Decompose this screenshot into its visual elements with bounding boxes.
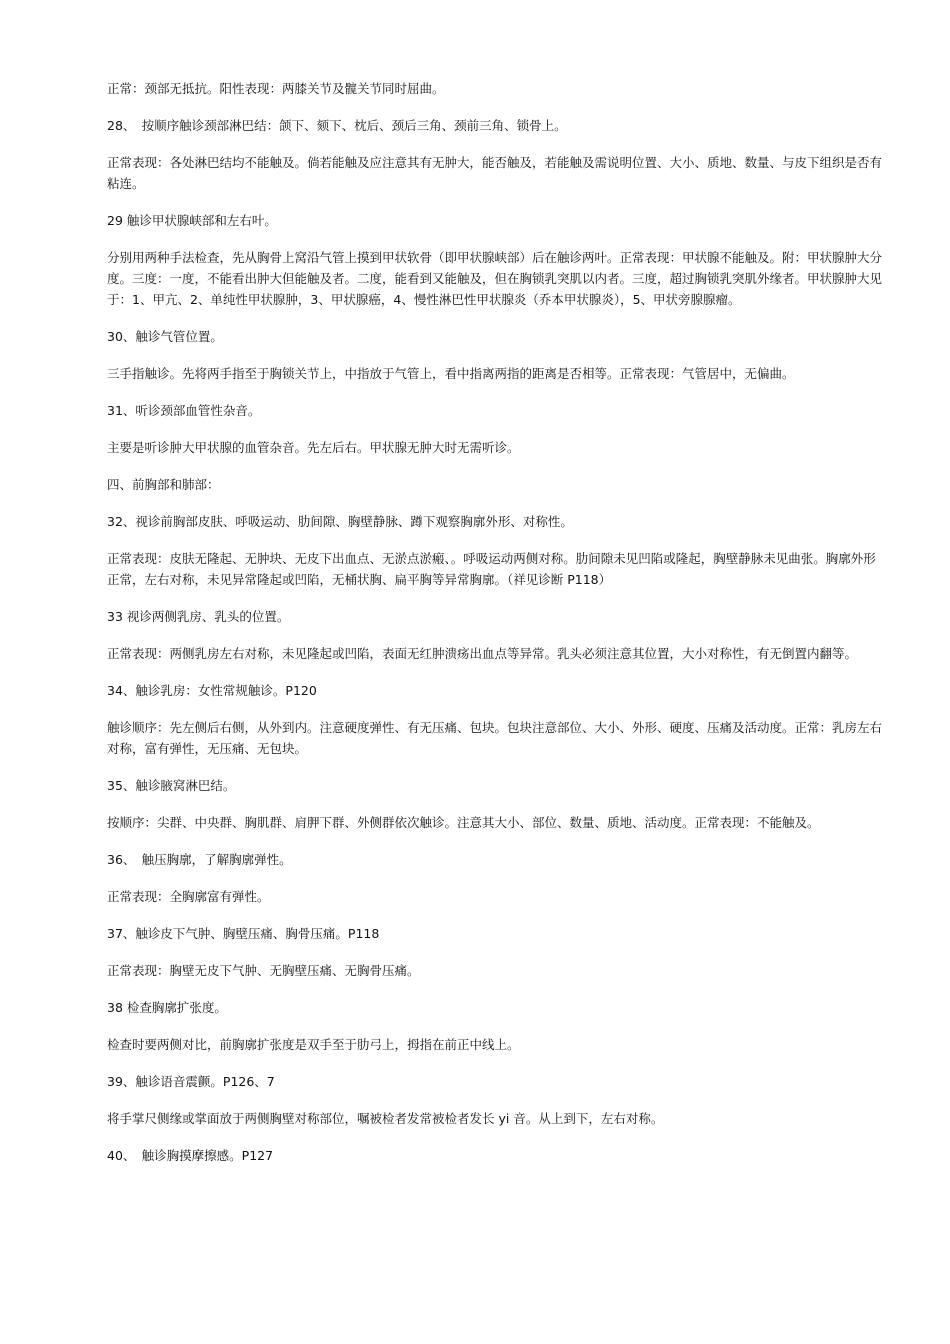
- item-28-normal: 正常表现：各处淋巴结均不能触及。倘若能触及应注意其有无肿大，能否触及，若能触及需说明位置、大小、质地、数量、与皮下组织是否有粘连。: [107, 155, 883, 191]
- item-40-heading: 40、 触诊胸摸摩擦感。P127: [107, 1148, 274, 1163]
- item-33-heading: 33 视诊两侧乳房、乳头的位置。: [107, 609, 290, 624]
- item-34-body: 触诊顺序：先左侧后右侧，从外到内。注意硬度弹性、有无压痛、包块。包块注意部位、大小、外形、硬度、压痛及活动度。正常：乳房左右对称，富有弹性，无压痛、无包块。: [107, 720, 883, 756]
- item-32-body: 正常表现：皮肤无隆起、无肿块、无皮下出血点、无淤点淤瘢、。呼吸运动两侧对称。肋间隙未见凹陷或隆起，胸壁静脉未见曲张。胸廓外形正常，左右对称，未见异常隆起或凹陷，无桶状胸、扁平胸等异常胸廓。（祥见诊断 P118）: [107, 551, 876, 587]
- item-30-heading: 30、触诊气管位置。: [107, 329, 223, 344]
- item-36-heading: 36、 触压胸廓，了解胸廓弹性。: [107, 852, 292, 867]
- item-29-body: 分别用两种手法检查，先从胸骨上窝沿气管上摸到甲状软骨（即甲状腺峡部）后在触诊两叶。正常表现：甲状腺不能触及。附：甲状腺肿大分度。三度：一度，不能看出肿大但能触及者。二度，能看到又能触及，但在胸锁乳突肌以内者。三度，超过胸锁乳突肌外缘者。甲状腺肿大见于：1、甲亢、2、单纯性甲状腺肿，3、甲状腺癌，4、慢性淋巴性甲状腺炎（乔本甲状腺炎），5、甲状旁腺腺瘤。: [107, 250, 883, 307]
- paragraph-neck-resistance: 正常：颈部无抵抗。阳性表现：两膝关节及髋关节同时屈曲。: [107, 81, 445, 96]
- item-37-heading: 37、触诊皮下气肿、胸壁压痛、胸骨压痛。P118: [107, 926, 380, 941]
- item-30-body: 三手指触诊。先将两手指至于胸锁关节上，中指放于气管上，看中指离两指的距离是否相等。正常表现：气管居中，无偏曲。: [107, 366, 795, 381]
- document-page: [107, 78, 887, 1166]
- item-37-body: 正常表现：胸壁无皮下气肿、无胸壁压痛、无胸骨压痛。: [107, 963, 420, 978]
- item-31-body: 主要是听诊肿大甲状腺的血管杂音。先左后右。甲状腺无肿大时无需听诊。: [107, 440, 520, 455]
- item-35-body: 按顺序：尖群、中央群、胸肌群、肩胛下群、外侧群依次触诊。注意其大小、部位、数量、质地、活动度。正常表现：不能触及。: [107, 815, 820, 830]
- item-38-body: 检查时要两侧对比，前胸廓扩张度是双手至于肋弓上，拇指在前正中线上。: [107, 1037, 520, 1052]
- item-32-heading: 32、视诊前胸部皮肤、呼吸运动、肋间隙、胸壁静脉、蹲下观察胸廓外形、对称性。: [107, 514, 573, 529]
- section-4-heading: 四、前胸部和肺部：: [107, 477, 220, 492]
- item-28-heading: 28、 按顺序触诊颈部淋巴结：颌下、颏下、枕后、颈后三角、颈前三角、锁骨上。: [107, 118, 567, 133]
- item-38-heading: 38 检查胸廓扩张度。: [107, 1000, 227, 1015]
- item-34-heading: 34、触诊乳房：女性常规触诊。P120: [107, 683, 317, 698]
- item-35-heading: 35、触诊腋窝淋巴结。: [107, 778, 236, 793]
- item-36-body: 正常表现：全胸廓富有弹性。: [107, 889, 270, 904]
- item-29-heading: 29 触诊甲状腺峡部和左右叶。: [107, 213, 277, 228]
- item-31-heading: 31、听诊颈部血管性杂音。: [107, 403, 261, 418]
- item-39-body: 将手掌尺侧缘或掌面放于两侧胸壁对称部位，嘱被检者发常被检者发长 yi 音。从上到下，左右对称。: [107, 1111, 664, 1126]
- item-39-heading: 39、触诊语音震颤。P126、7: [107, 1074, 275, 1089]
- item-33-body: 正常表现：两侧乳房左右对称，未见隆起或凹陷，表面无红肿溃疡出血点等异常。乳头必须注意其位置，大小对称性，有无倒置内翻等。: [107, 646, 858, 661]
